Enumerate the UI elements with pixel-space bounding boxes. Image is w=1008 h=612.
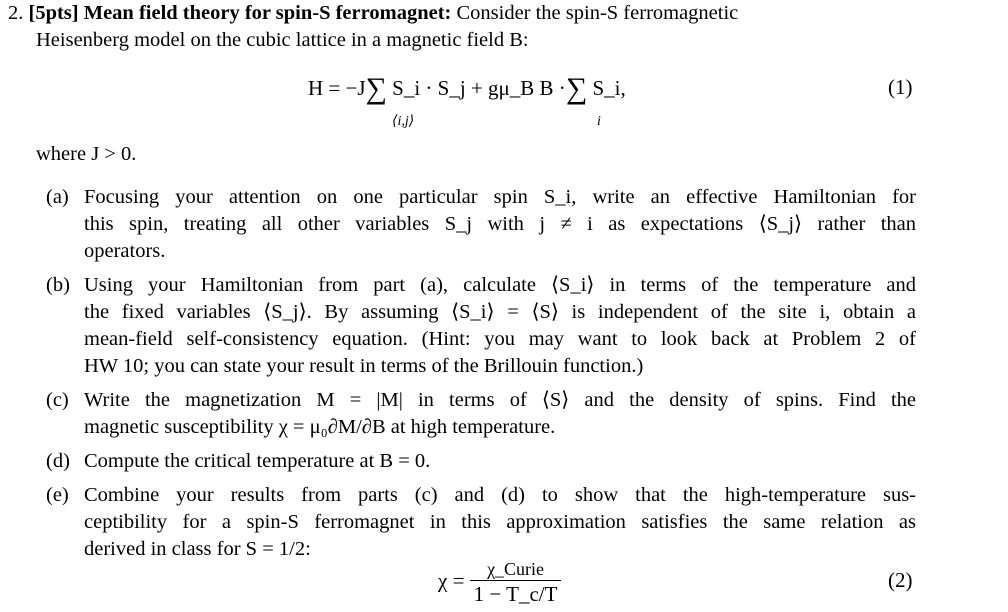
problem-intro-line1: Consider the spin-S ferromagnetic: [456, 2, 739, 24]
part-b-line: Using your Hamiltonian from part (a), calculate ⟨S_i⟩ in terms of the temperature and: [84, 274, 916, 296]
part-a-line: this spin, treating all other variables S_j with j ≠ i as expectations ⟨S_j⟩ rather than: [84, 213, 916, 235]
part-d-line: Compute the critical temperature at B = 0.: [84, 450, 431, 472]
problem-title: Mean field theory for spin-S ferromagnet:: [83, 2, 452, 24]
eq1-number: (1): [888, 75, 913, 99]
part-a-line: operators.: [84, 240, 166, 262]
part-b-line: HW 10; you can state your result in terms of the Brillouin function.): [84, 355, 644, 377]
part-c-line: Write the magnetization M = |M| in terms of ⟨S⟩ and the density of spins. Find the: [84, 389, 916, 411]
part-d-label: (d): [46, 450, 70, 472]
problem-number: 2.: [8, 2, 24, 24]
eq1-sum2-subscript: i: [597, 114, 601, 129]
eq2-denominator: 1 − T_c/T: [470, 580, 562, 607]
equation-2: [438, 558, 561, 607]
eq2-lhs: χ =: [438, 568, 465, 593]
eq1-sum1-subscript: ⟨i,j⟩: [392, 114, 415, 129]
problem-points: [5pts]: [28, 2, 79, 24]
eq1-term1: S_i · S_j + gμ_B B ·: [392, 76, 566, 100]
equation-1: [308, 72, 626, 105]
eq1-lhs: H = −J: [308, 76, 366, 100]
part-b-label: (b): [46, 274, 70, 296]
eq2-numerator: χ_Curie: [487, 559, 545, 579]
eq2-number: (2): [888, 568, 913, 592]
where-clause: where J > 0.: [36, 143, 137, 165]
part-e-line: Combine your results from parts (c) and (d) to show that the high-temperature sus-: [84, 484, 916, 506]
part-e-line: ceptibility for a spin-S ferromagnet in this approximation satisfies the same relation as: [84, 511, 916, 533]
part-b-line: mean-field self-consistency equation. (Hint: you may want to look back at Problem 2 of: [84, 328, 916, 350]
part-c-label: (c): [46, 389, 69, 411]
part-b-line: the fixed variables ⟨S_j⟩. By assuming ⟨S_i⟩ = ⟨S⟩ is independent of the site i, obtain a: [84, 301, 916, 323]
part-c-line: magnetic susceptibility χ = μ₀∂M/∂B at high temperature.: [84, 416, 556, 438]
sum-symbol: ∑: [365, 72, 387, 105]
eq1-term2: S_i,: [592, 76, 626, 100]
eq2-fraction: [470, 558, 562, 607]
problem-intro-line2: Heisenberg model on the cubic lattice in a magnetic field B:: [36, 29, 529, 51]
part-a-line: Focusing your attention on one particular spin S_i, write an effective Hamiltonian for: [84, 186, 916, 208]
sum-symbol: ∑: [565, 72, 588, 105]
part-e-line: derived in class for S = 1/2:: [84, 538, 311, 560]
part-e-label: (e): [46, 484, 69, 506]
part-a-label: (a): [46, 186, 69, 208]
problem-heading: [8, 0, 916, 27]
